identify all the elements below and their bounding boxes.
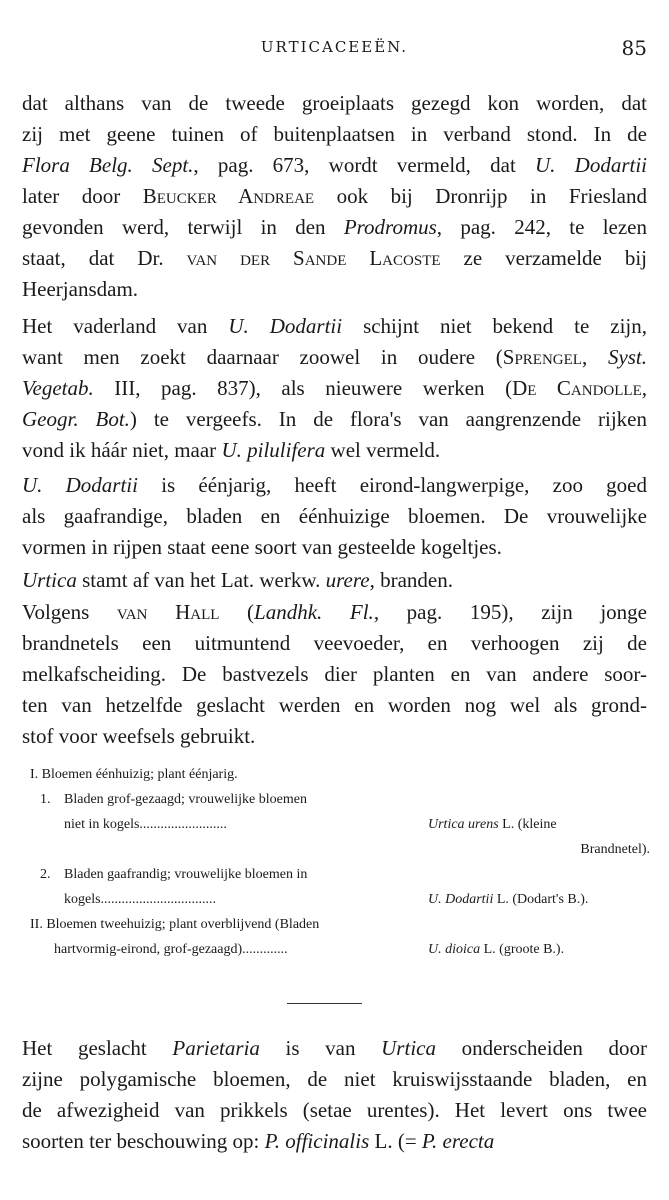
key-row-6 <box>30 890 650 915</box>
text-line: als gaafrandige, bladen en éénhuizige bloemen. De vrouwelijke <box>22 504 647 528</box>
taxon-or-title: Urtica <box>22 568 77 592</box>
paragraph-5 <box>22 597 647 752</box>
text-run: Het geslacht <box>22 1036 173 1060</box>
key-number: 1. <box>40 792 51 807</box>
text-run: , branden. <box>369 568 453 592</box>
determination-key <box>30 765 650 965</box>
paragraph-4 <box>22 565 647 596</box>
key-row-5 <box>30 865 650 890</box>
text-line <box>22 404 647 435</box>
text-line: melkafscheiding. De bastvezels dier planten en van andere soor- <box>22 662 647 686</box>
species-name: Urtica urens <box>428 817 499 832</box>
text-run: staat, dat Dr. <box>22 246 187 270</box>
text-run: , <box>581 345 608 369</box>
text-line <box>22 1033 647 1064</box>
text-run: soorten ter beschouwing op: <box>22 1129 265 1153</box>
text-run: ( <box>219 600 255 624</box>
text-line <box>22 373 647 404</box>
key-line: Bladen gaafrandig; vrouwelijke bloemen in <box>64 867 308 882</box>
text-line <box>22 150 647 181</box>
key-row-7 <box>30 915 650 940</box>
species-name: U. Dodartii <box>428 892 494 907</box>
text-line: ten van hetzelfde geslacht werden en worden nog wel als grond- <box>22 693 647 717</box>
key-line: I. Bloemen éénhuizig; plant éénjarig. <box>30 767 238 782</box>
taxon-or-title: Parietaria <box>172 1036 260 1060</box>
text-run: , pag. 242, te lezen <box>436 215 647 239</box>
text-run: , <box>641 376 647 400</box>
text-line <box>22 1126 647 1157</box>
text-run: schijnt niet bekend te zijn, <box>342 314 647 338</box>
key-row-2 <box>30 790 650 815</box>
species-name: U. dioica <box>428 942 481 957</box>
text-line: dat althans van de tweede groeiplaats gezegd kon worden, dat <box>22 91 647 115</box>
taxon-or-title: Geogr. Bot. <box>22 407 130 431</box>
key-line: Brandnetel). <box>580 842 650 857</box>
text-run: onderscheiden door <box>435 1036 648 1060</box>
text-run: L. (= <box>369 1129 422 1153</box>
page-header <box>22 38 647 68</box>
key-row-4 <box>30 840 650 865</box>
text-run: , pag. 673, wordt vermeld, dat <box>193 153 536 177</box>
paragraph-3 <box>22 470 647 563</box>
person-name: Sprengel <box>502 345 582 369</box>
text-line <box>22 470 647 501</box>
taxon-or-title: U. Dodartii <box>22 473 138 497</box>
text-run: vond ik háár niet, maar <box>22 438 222 462</box>
paragraph-6 <box>22 1033 647 1157</box>
text-run: stamt af van het Lat. werkw. <box>76 568 326 592</box>
species-author: L. (groote B.). <box>480 942 565 957</box>
text-run: ook bij Dronrijp in Friesland <box>314 184 647 208</box>
text-run: , pag. 195), zijn jonge <box>373 600 647 624</box>
text-line <box>22 243 647 274</box>
person-name: De Candolle <box>512 376 642 400</box>
person-name: van Hall <box>116 600 220 624</box>
key-line: niet in kogels......................... <box>64 817 227 832</box>
key-row-8 <box>30 940 650 965</box>
text-line: zijne polygamische bloemen, de niet kruiswijsstaande bladen, en <box>22 1067 647 1091</box>
taxon-or-title: Flora Belg. Sept. <box>22 153 194 177</box>
species-author: L. (Dodart's B.). <box>493 892 589 907</box>
text-line <box>22 212 647 243</box>
taxon-or-title: Urtica <box>381 1036 436 1060</box>
paragraph-2 <box>22 311 647 466</box>
section-divider <box>287 1003 362 1004</box>
text-run: Het vaderland van <box>22 314 229 338</box>
taxon-or-title: Landhk. Fl. <box>254 600 374 624</box>
taxon-or-title: Syst. <box>607 345 648 369</box>
person-name: van der Sande Lacoste <box>186 246 441 270</box>
text-run: Volgens <box>22 600 117 624</box>
person-name: Beucker Andreae <box>142 184 315 208</box>
key-line: kogels................................. <box>64 892 217 907</box>
text-run: III, pag. 837), als nieuwere werken ( <box>93 376 513 400</box>
taxon-or-title: U. pilulifera <box>221 438 326 462</box>
text-line <box>22 435 647 466</box>
text-run: gevonden werd, terwijl in den <box>22 215 344 239</box>
text-run: ze verzamelde bij <box>440 246 648 270</box>
taxon-or-title: U. Dodartii <box>228 314 343 338</box>
text-line: vormen in rijpen staat eene soort van gesteelde kogeltjes. <box>22 535 502 559</box>
paragraph-1 <box>22 88 647 305</box>
text-line <box>22 311 647 342</box>
text-line: Heerjansdam. <box>22 277 139 301</box>
key-line: II. Bloemen tweehuizig; plant overblijvend (Bladen <box>30 917 320 932</box>
text-run: want men zoekt daarnaar zoowel in oudere ( <box>22 345 503 369</box>
text-line <box>22 565 647 596</box>
taxon-or-title: urere <box>325 568 370 592</box>
text-run: wel vermeld. <box>325 438 441 462</box>
text-run: later door <box>22 184 143 208</box>
species-author: L. (kleine <box>498 817 557 832</box>
taxon-or-title: U. Dodartii <box>535 153 647 177</box>
taxon-or-title: P. erecta <box>421 1129 495 1153</box>
text-line: de afwezigheid van prikkels (setae urentes). Het levert ons twee <box>22 1098 647 1122</box>
running-title: URTICACEEËN. <box>260 38 409 56</box>
key-row-1 <box>30 765 650 790</box>
text-run: is éénjarig, heeft eirond-langwerpige, zoo goed <box>137 473 647 497</box>
key-line: hartvormig-eirond, grof-gezaagd)............. <box>54 942 288 957</box>
key-line: Bladen grof-gezaagd; vrouwelijke bloemen <box>64 792 307 807</box>
text-line: zij met geene tuinen of buitenplaatsen in verband stond. In de <box>22 122 647 146</box>
text-line: stof voor weefsels gebruikt. <box>22 724 256 748</box>
text-line: brandnetels een uitmuntend veevoeder, en verhoogen zij de <box>22 631 647 655</box>
text-line <box>22 181 647 212</box>
taxon-or-title: P. officinalis <box>264 1129 370 1153</box>
key-row-3 <box>30 815 650 840</box>
text-run: ) te vergeefs. In de flora's van aangrenzende rijken <box>129 407 648 431</box>
taxon-or-title: Prodromus <box>343 215 437 239</box>
text-run: is van <box>259 1036 382 1060</box>
text-line <box>22 597 647 628</box>
key-number: 2. <box>40 867 51 882</box>
page-number: 85 <box>621 36 647 60</box>
text-line <box>22 342 647 373</box>
taxon-or-title: Vegetab. <box>22 376 94 400</box>
